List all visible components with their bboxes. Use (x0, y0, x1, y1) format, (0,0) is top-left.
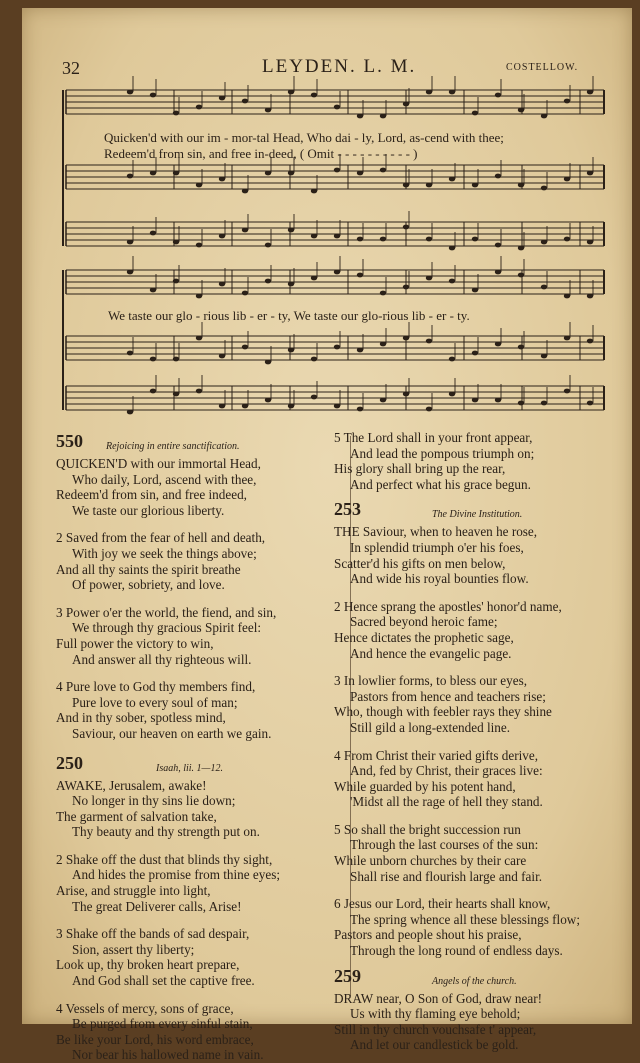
left-column (56, 431, 346, 1063)
verse-line: In splendid triumph o'er his foes, (350, 539, 524, 555)
verse-line: We taste our glorious liberty. (72, 502, 225, 518)
hymn-title: Isaah, lii. 1—12. (156, 762, 223, 774)
verse-line: Us with thy flaming eye behold; (350, 1006, 521, 1022)
hymn-title: The Divine Institution. (432, 509, 523, 521)
page-number: 32 (62, 58, 80, 78)
verse-line: While unborn churches by their care (334, 853, 527, 869)
hymn-number: 253 (334, 499, 361, 520)
verse-line: His glory shall bring up the rear, (334, 461, 506, 477)
verse-line: Sion, assert thy liberty; (72, 941, 195, 957)
hymn-number: 550 (56, 431, 83, 451)
verse-line: Pure love to every soul of man; (72, 694, 238, 710)
lyric-line-1: Quicken'd with our im - mor-tal Head, Who dai - ly, Lord, as-cend with thee; (104, 130, 504, 145)
verse-line: No longer in thy sins lie down; (72, 793, 236, 809)
verse-line: 4 Pure love to God thy members find, (56, 679, 256, 695)
lyric-line-2: Redeem'd from sin, and free in-deed, ( Omit - - - - - - - - - - ) (104, 146, 418, 161)
hymn-title: Rejoicing in entire sanctification. (106, 441, 240, 452)
verse-line: And in thy sober, spotless mind, (56, 710, 226, 726)
verse-line: Full power the victory to win, (56, 635, 214, 651)
verse-line: Still gild a long-extended line. (350, 719, 511, 735)
verse-line: Who, though with feebler rays they shine (334, 704, 552, 720)
verse-line: The spring whence all these blessings flow; (350, 911, 580, 927)
hymn-253-header (334, 499, 626, 524)
verse-line: 3 Shake off the bands of sad despair, (56, 926, 250, 942)
verse-line: And God shall set the captive free. (72, 973, 255, 989)
verse-line: Sacred beyond heroic fame; (350, 614, 498, 630)
verse-line: Scatter'd his gifts on men below, (334, 555, 506, 571)
hymn-number: 259 (334, 965, 361, 986)
verse-line: Who daily, Lord, ascend with thee, (72, 471, 257, 487)
verse-line: Still in thy church vouchsafe t' appear, (334, 1021, 537, 1037)
right-column (334, 430, 626, 1053)
verse-line: And wide his royal bounties flow. (350, 571, 529, 587)
tune-title: LEYDEN. L. M. (262, 56, 417, 77)
hymnal-page (22, 8, 632, 1063)
verse-line: Be purged from every sinful stain, (72, 1016, 253, 1032)
verse-line: Pastors and people shout his praise, (334, 927, 522, 943)
verse-line: 2 Saved from the fear of hell and death, (56, 530, 266, 546)
verse-line: Hence dictates the prophetic sage, (334, 629, 514, 645)
verse-line: 3 Power o'er the world, the fiend, and sin, (56, 604, 277, 620)
verse-line: While guarded by his potent hand, (334, 778, 516, 794)
verse-line: 5 So shall the bright succession run (334, 821, 521, 837)
verse-line: Arise, and struggle into light, (56, 883, 211, 899)
verse-line: Redeem'd from sin, and free indeed, (56, 487, 247, 503)
verse-line: And perfect what his grace begun. (350, 476, 531, 492)
verse-line: DRAW near, O Son of God, draw near! (334, 990, 543, 1006)
hymn-250-header (56, 752, 346, 778)
hymn-number: 250 (56, 752, 83, 773)
verse-line: 3 In lowlier forms, to bless our eyes, (334, 673, 528, 689)
verse-line: THE Saviour, when to heaven he rose, (334, 524, 538, 540)
verse-line: Through the last courses of the sun: (350, 837, 539, 853)
verse-line: The garment of salvation take, (56, 808, 217, 824)
verse-line: And answer all thy righteous will. (72, 651, 252, 667)
music-score (22, 8, 632, 428)
verse-line: We through thy gracious Spirit feel: (72, 620, 262, 636)
verse-line: The great Deliverer calls, Arise! (72, 898, 242, 914)
lyric-line-3: We taste our glo - rious lib - er - ty, We taste our glo-rious lib - er - ty. (108, 308, 470, 323)
verse-line: 4 From Christ their varied gifts derive, (334, 747, 539, 763)
hymn-259-header (334, 965, 626, 991)
verse-line: Saviour, our heaven on earth we gain. (72, 725, 272, 741)
verse-line: QUICKEN'D with our immortal Head, (56, 456, 261, 471)
verse-line: 2 Shake off the dust that blinds thy sight, (56, 851, 273, 867)
verse-line: With joy we seek the things above; (72, 545, 257, 561)
verse-line: 2 Hence sprang the apostles' honor'd name, (334, 598, 562, 614)
verse-line: Thy beauty and thy strength put on. (72, 824, 260, 840)
verse-line: Through the long round of endless days. (350, 943, 563, 959)
composer-name: COSTELLOW. (506, 62, 579, 73)
verse-line: 6 Jesus our Lord, their hearts shall know, (334, 896, 551, 912)
verse-line: Nor bear his hallowed name in vain. (72, 1047, 264, 1063)
verse-line: And hence the evangelic page. (350, 645, 512, 661)
verse-line: And hides the promise from thine eyes; (72, 867, 281, 883)
verse-line: And, fed by Christ, their graces live: (350, 763, 543, 779)
verse-line: 'Midst all the rage of hell they stand. (350, 794, 543, 810)
verse-line: And let our candlestick be gold. (350, 1037, 519, 1053)
verse-line: And lead the pompous triumph on; (350, 445, 535, 461)
hymn-550-header (56, 431, 346, 456)
verse-line: And all thy saints the spirit breathe (56, 561, 241, 577)
verse-line: Look up, thy broken heart prepare, (56, 957, 240, 973)
verse-line: Pastors from hence and teachers rise; (350, 688, 546, 704)
verse-line: Of power, sobriety, and love. (72, 577, 225, 593)
verse-line: AWAKE, Jerusalem, awake! (56, 777, 207, 793)
verse-line: Shall rise and flourish large and fair. (350, 868, 543, 884)
verse-line: 5 The Lord shall in your front appear, (334, 430, 533, 445)
verse-line: Be like your Lord, his word embrace, (56, 1031, 254, 1047)
verse-line: 4 Vessels of mercy, sons of grace, (56, 1000, 234, 1016)
hymn-title: Angels of the church. (432, 975, 517, 987)
